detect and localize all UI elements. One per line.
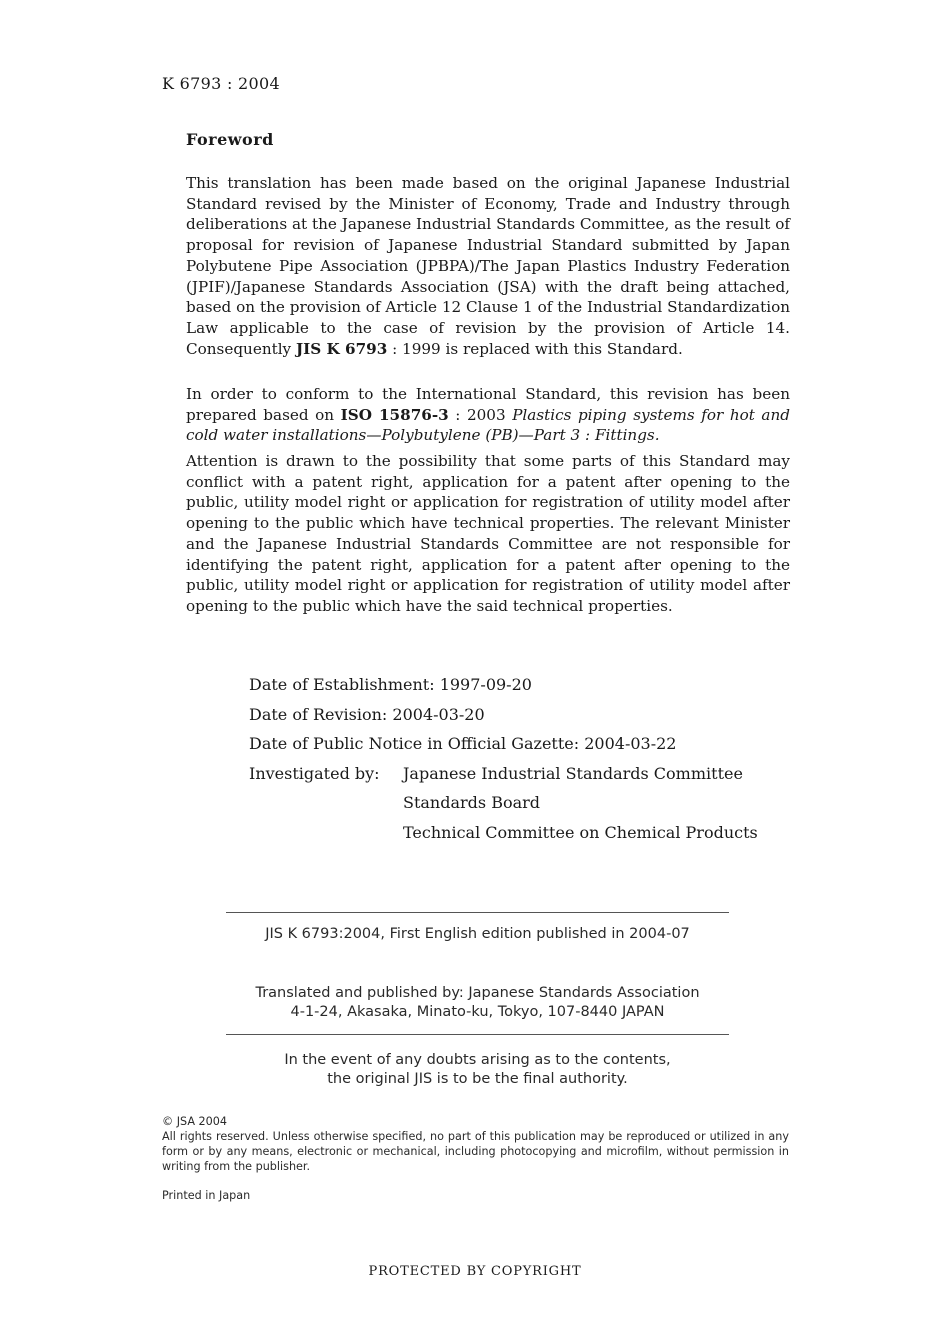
investigated-by-label: Investigated by: [249,764,380,783]
divider-top [226,912,729,913]
p1-jis-reference: JIS K 6793 [295,339,388,358]
foreword-paragraph-3: Attention is drawn to the possibility that some parts of this Standard may conflict with a patent right, application for a patent after opening to the public, utility model right or application for registration of utility model after opening to the public which have technical properties. The relevant Minister and the Japanese Industrial Standards Committee are not responsible for identifying the patent right, application for a patent after opening to the public, utility model right or application for registration of utility model after opening to the public which have the said technical properties. [186,452,790,615]
investigated-by-technical-committee: Technical Committee on Chemical Products [403,823,758,842]
copyright-rights-notice: All rights reserved. Unless otherwise specified, no part of this publication may be reproduced or utilized in any form or by any means, electronic or mechanical, including photocopying and microfilm, without permission in writing from the publisher. [162,1130,789,1173]
date-of-revision: Date of Revision: 2004-03-20 [249,705,485,724]
foreword-paragraph-1 [186,173,790,359]
publisher-line-1: Translated and published by: Japanese Standards Association [255,985,700,1001]
foreword-paragraph-2 [186,384,790,446]
printed-in-label: Printed in Japan [162,1189,251,1202]
p2-year: : 2003 [448,405,513,424]
investigated-by-board: Standards Board [403,793,541,812]
p2-iso-title: Plastics piping systems for hot and cold water installations—Polybutylene (PB)—Part 3 : Fittings. [186,405,790,445]
divider-bottom [226,1034,729,1035]
publisher-address: 4-1-24, Akasaka, Minato-ku, Tokyo, 107-8440 JAPAN [290,1004,665,1020]
copyright-holder: © JSA 2004 [162,1115,228,1128]
protected-by-copyright-footer: PROTECTED BY COPYRIGHT [368,1264,582,1279]
investigated-by-committee: Japanese Industrial Standards Committee [403,764,743,783]
document-code-header: K 6793 : 2004 [162,74,280,93]
date-of-establishment: Date of Establishment: 1997-09-20 [249,675,532,694]
p2-head: In order to conform to the International Standard, this revision has been prepared based on [186,385,790,424]
p1-text: This translation has been made based on the original Japanese Industrial Standard revised by the Minister of Economy, Trade and Industry through deliberations at the Japanese Industrial Standards Committee, as the result of proposal for revision of Japanese Industrial Standard submitted by Japan Polybutene Pipe Association (JPBPA)/The Japan Plastics Industry Federation (JPIF)/Japanese Standards Association (JSA) with the draft being attached, based on the provision of Article 12 Clause 1 of the Industrial Standardization Law applicable to the case of revision by the provision of Article 14. Consequently [186,174,790,358]
p1-tail: : 1999 is replaced with this Standard. [387,339,683,358]
edition-line: JIS K 6793:2004, First English edition published in 2004-07 [265,926,690,942]
authority-line-1: In the event of any doubts arising as to the contents, [284,1052,671,1068]
authority-line-2: the original JIS is to be the final authority. [327,1071,628,1087]
date-of-public-notice: Date of Public Notice in Official Gazette: 2004-03-22 [249,734,677,753]
p2-iso-reference: ISO 15876-3 [340,405,449,424]
foreword-title: Foreword [186,130,274,149]
